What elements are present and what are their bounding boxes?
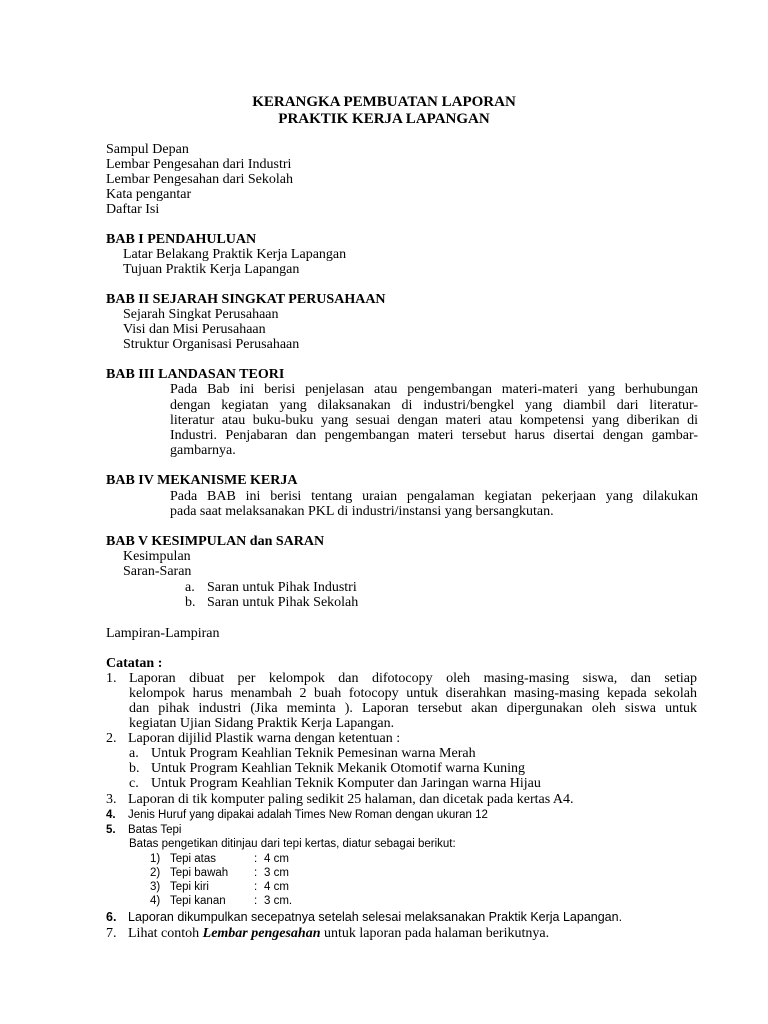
bab2-item: Visi dan Misi Perusahaan	[123, 322, 266, 337]
bab3-heading: BAB III LANDASAN TEORI	[106, 367, 285, 382]
margin-row: 4) Tepi kanan : 3 cm.	[150, 895, 293, 907]
bab1-item: Tujuan Praktik Kerja Lapangan	[123, 262, 300, 277]
catatan-4: 4. Jenis Huruf yang dipakai adalah Times New Roman dengan ukuran 12	[106, 809, 488, 821]
margin-row: 1) Tepi atas : 4 cm	[150, 853, 289, 865]
bab3-line: dengan kegiatan yang dilaksanakan di industri/bengkel yang diambil dari literatur-	[170, 398, 698, 413]
bab4-line: Pada BAB ini berisi tentang uraian pengalaman kegiatan pekerjaan yang dilakukan	[170, 489, 698, 504]
lampiran-label: Lampiran-Lampiran	[106, 626, 220, 641]
bab3-line: literatur atau buku-buku yang sesuai dengan materi atau kompetensi yang diberikan di	[170, 413, 698, 428]
front-matter-item: Daftar Isi	[106, 202, 160, 217]
doc-title-line1: KERANGKA PEMBUATAN LAPORAN	[252, 94, 516, 110]
bab5-subitem: b. Saran untuk Pihak Sekolah	[185, 595, 359, 610]
bab1-heading: BAB I PENDAHULUAN	[106, 232, 257, 247]
bab2-item: Struktur Organisasi Perusahaan	[123, 337, 300, 352]
bab4-line: pada saat melaksanakan PKL di industri/instansi yang bersangkutan.	[170, 504, 554, 519]
catatan-5-subtext: Batas pengetikan ditinjau dari tepi kertas, diatur sebagai berikut:	[129, 838, 456, 850]
bab3-line: gambarnya.	[170, 443, 236, 458]
catatan-1-marker: 1.	[106, 671, 117, 686]
catatan-7: 7. Lihat contoh Lembar pengesahan untuk laporan pada halaman berikutnya.	[106, 926, 550, 941]
bab5-item: Kesimpulan	[123, 549, 191, 564]
bab3-line: Pada Bab ini berisi penjelasan atau pengembangan materi-materi yang berhubungan	[170, 382, 698, 397]
bab5-item: Saran-Saran	[123, 564, 192, 579]
catatan-2-subitem: a. Untuk Program Keahlian Teknik Pemesinan warna Merah	[129, 746, 476, 761]
catatan-1-line: kelompok harus menambah 2 buah fotocopy untuk diserahkan masing-masing kepada sekolah	[129, 686, 697, 701]
catatan-2: 2. Laporan dijilid Plastik warna dengan ketentuan :	[106, 731, 401, 746]
front-matter-item: Sampul Depan	[106, 142, 189, 157]
bab5-heading: BAB V KESIMPULAN dan SARAN	[106, 534, 325, 549]
doc-title-line2: PRAKTIK KERJA LAPANGAN	[278, 111, 490, 127]
bab2-item: Sejarah Singkat Perusahaan	[123, 307, 279, 322]
bab3-line: Industri. Penjabaran dan pengembangan materi tersebut harus disertai dengan gambar-	[170, 428, 698, 443]
front-matter-item: Kata pengantar	[106, 187, 192, 202]
catatan-2-subitem: b. Untuk Program Keahlian Teknik Mekanik Otomotif warna Kuning	[129, 761, 525, 776]
front-matter-item: Lembar Pengesahan dari Industri	[106, 157, 292, 172]
catatan-3: 3. Laporan di tik komputer paling sedikit 25 halaman, dan dicetak pada kertas A4.	[106, 792, 574, 807]
bab4-heading: BAB IV MEKANISME KERJA	[106, 473, 298, 488]
bab2-heading: BAB II SEJARAH SINGKAT PERUSAHAAN	[106, 292, 386, 307]
catatan-1-line: kegiatan Ujian Sidang Praktik Kerja Lapangan.	[129, 716, 395, 731]
bab1-item: Latar Belakang Praktik Kerja Lapangan	[123, 247, 347, 262]
catatan-heading: Catatan :	[106, 656, 163, 671]
bab5-subitem: a. Saran untuk Pihak Industri	[185, 580, 357, 595]
catatan-5: 5. Batas Tepi	[106, 824, 182, 836]
margin-row: 3) Tepi kiri : 4 cm	[150, 881, 289, 893]
catatan-2-subitem: c. Untuk Program Keahlian Teknik Komputer dan Jaringan warna Hijau	[129, 776, 541, 791]
lembar-pengesahan-emphasis: Lembar pengesahan	[202, 926, 321, 941]
front-matter-item: Lembar Pengesahan dari Sekolah	[106, 172, 293, 187]
catatan-1-line: Laporan dibuat per kelompok dan difotocopy oleh masing-masing siswa, dan setiap	[129, 671, 697, 686]
catatan-1-line: dan pihak industri (Jika meminta ). Laporan tersebut akan dipergunakan oleh siswa untuk	[129, 701, 697, 716]
catatan-6: 6. Laporan dikumpulkan secepatnya setelah selesai melaksanakan Praktik Kerja Lapangan.	[106, 910, 623, 924]
margin-row: 2) Tepi bawah : 3 cm	[150, 867, 289, 879]
